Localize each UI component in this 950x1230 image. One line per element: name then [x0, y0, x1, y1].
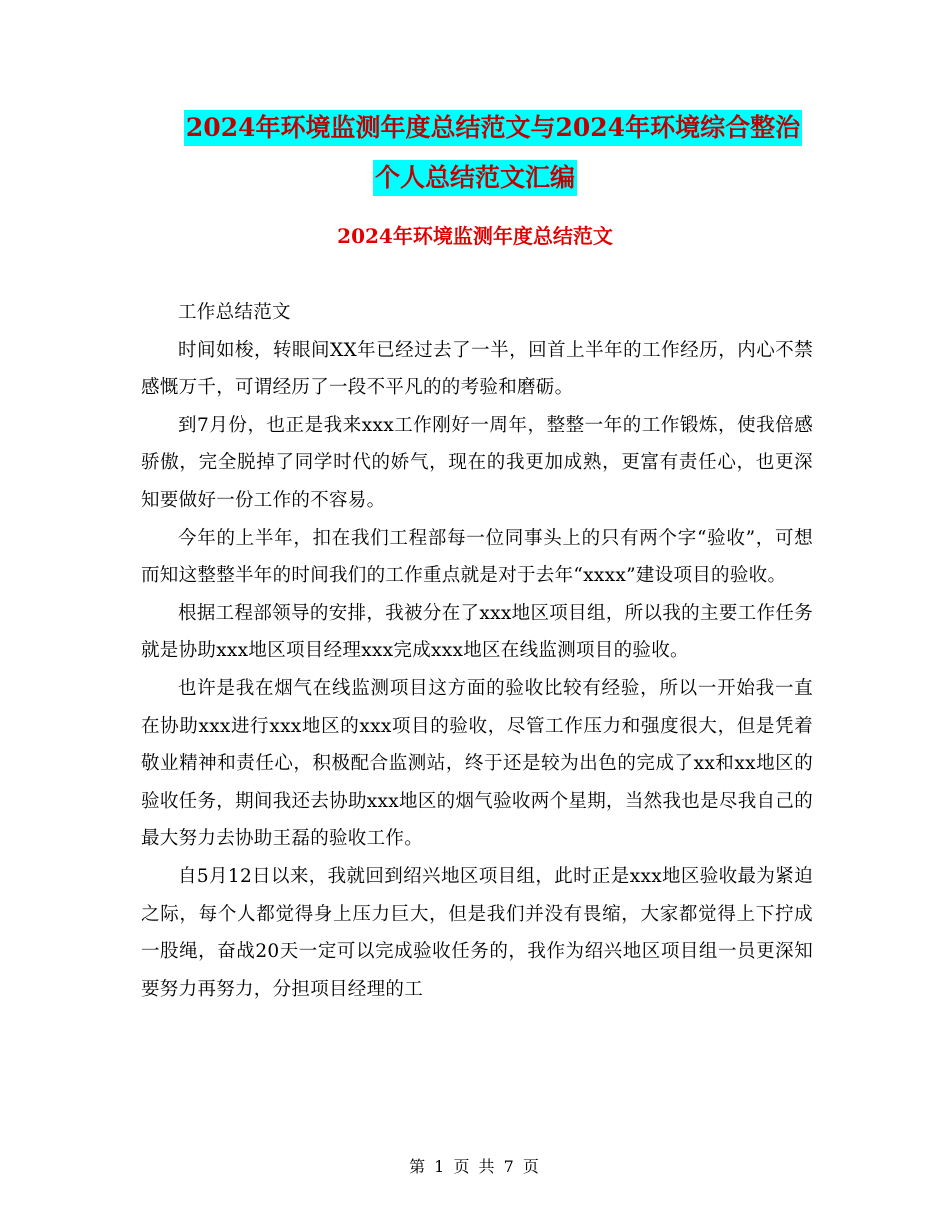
paragraph: 今年的上半年，扣在我们工程部每一位同事头上的只有两个字“验收”，可想而知这整整半年的时间我们的工作重点就是对于去年“xxxx”建设项目的验收。 — [141, 527, 813, 587]
title-line-2: 个人总结范文汇编 — [373, 160, 577, 196]
paragraph: 也许是我在烟气在线监测项目这方面的验收比较有经验，所以一开始我一直在协助xxx进行xxx地区的xxx项目的验收，尽管工作压力和强度很大，但是凭着敬业精神和责任心，积极配合监测站，终于还是较为出色的完成了xx和xx地区的验收任务，期间我还去协助xxx地区的烟气验收两个星期，当然我也是尽我自己的最大努力去协助王磊的验收工作。 — [141, 677, 813, 850]
title-line-1: 2024年环境监测年度总结范文与2024年环境综合整治 — [184, 110, 802, 146]
section-subtitle: 2024年环境监测年度总结范文 — [337, 224, 613, 248]
paragraph: 自5月12日以来，我就回到绍兴地区项目组，此时正是xxx地区验收最为紧迫之际，每个人都觉得身上压力巨大，但是我们并没有畏缩，大家都觉得上下拧成一股绳，奋战20天一定可以完成验收任务的，我作为绍兴地区项目组一员更深知要努力再努力，分担项目经理的工 — [141, 865, 813, 1000]
document-title — [0, 110, 950, 196]
document-body — [141, 294, 813, 1008]
paragraph: 到7月份，也正是我来xxx工作刚好一周年，整整一年的工作锻炼，使我倍感骄傲，完全脱掉了同学时代的娇气，现在的我更加成熟，更富有责任心，也更深知要做好一份工作的不容易。 — [141, 414, 813, 511]
page-footer: 第 1 页 共 7 页 — [409, 1157, 541, 1176]
paragraph: 时间如梭，转眼间XX年已经过去了一半，回首上半年的工作经历，内心不禁感慨万千，可谓经历了一段不平凡的的考验和磨砺。 — [141, 339, 813, 399]
paragraph-heading: 工作总结范文 — [178, 302, 291, 323]
paragraph: 根据工程部领导的安排，我被分在了xxx地区项目组，所以我的主要工作任务就是协助xxx地区项目经理xxx完成xxx地区在线监测项目的验收。 — [141, 602, 813, 662]
